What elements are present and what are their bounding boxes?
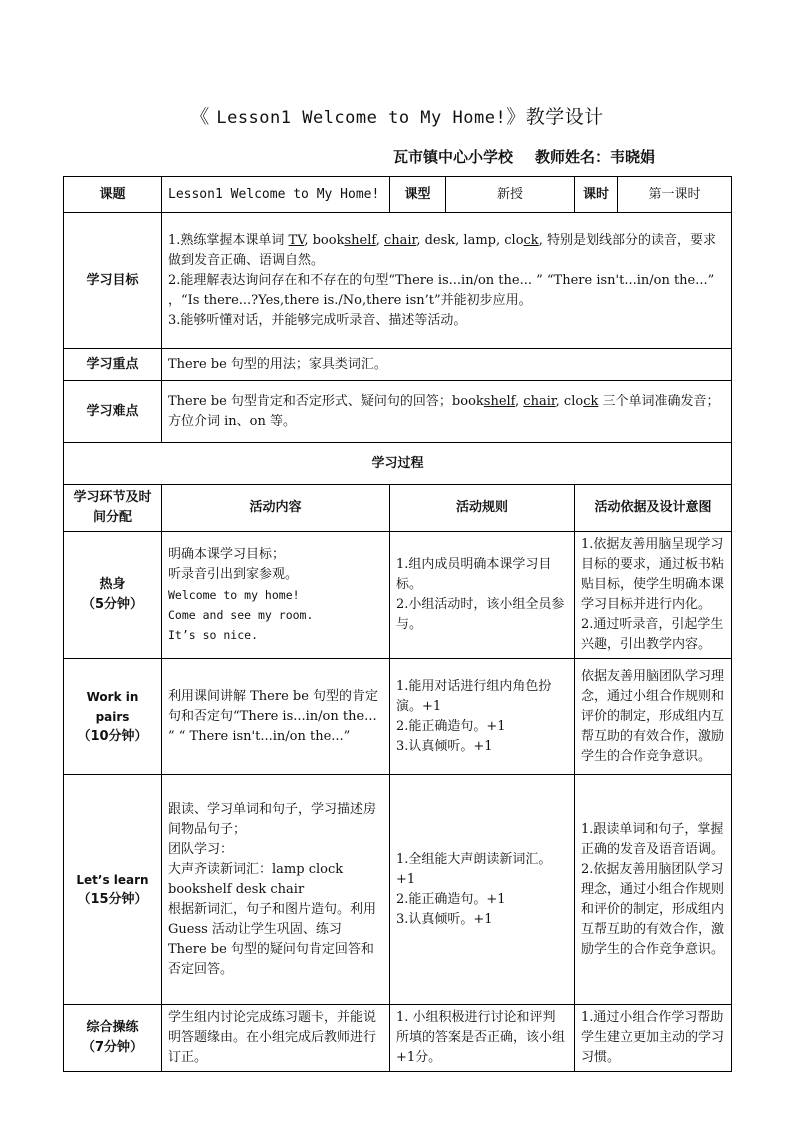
- rules-cell: 1. 小组积极进行讨论和评判所填的答案是否正确，该小组+1分。: [390, 1005, 575, 1072]
- process-row-pairs: [64, 659, 732, 775]
- process-row-learn: [64, 775, 732, 1005]
- col-stage: 学习环节及时间分配: [64, 485, 162, 532]
- stage-cell: Let’s learn （15分钟）: [64, 775, 162, 1005]
- process-title-row: [64, 443, 732, 485]
- activity-cell: 跟读、学习单词和句子，学习描述房间物品句子； 团队学习： 大声齐读新词汇：lamp clock bookshelf desk chair 根据新词汇，句子和图片造句。利用 Guess 活动让学生巩固、练习 There be 句型的疑问句肯定回答和否定回答。: [162, 775, 390, 1005]
- period-value: 第一课时: [618, 177, 732, 213]
- objectives-row: [64, 213, 732, 349]
- activity-cell: 学生组内讨论完成练习题卡，并能说明答题缘由。在小组完成后教师进行订正。: [162, 1005, 390, 1072]
- difficulties-label: 学习难点: [64, 381, 162, 443]
- col-basis: 活动依据及设计意图: [575, 485, 732, 532]
- key-points-text: There be 句型的用法；家具类词汇。: [162, 349, 732, 381]
- school-name: 瓦市镇中心小学校: [393, 148, 514, 166]
- teacher-name: 教师姓名：韦晓娟: [535, 148, 656, 166]
- lesson-plan-table: [63, 176, 732, 1072]
- col-activity: 活动内容: [162, 485, 390, 532]
- basis-cell: 依据友善用脑团队学习理念，通过小组合作规则和评价的制定，形成组内互帮互助的有效合作，激励学生的合作竞争意识。: [575, 659, 732, 775]
- rules-cell: 1.全组能大声朗读新词汇。+1 2.能正确造句。+1 3.认真倾听。+1: [390, 775, 575, 1005]
- process-row-warmup: [64, 532, 732, 659]
- process-title: 学习过程: [64, 443, 732, 485]
- topic-label: 课题: [64, 177, 162, 213]
- objectives-label: 学习目标: [64, 213, 162, 349]
- key-points-row: [64, 349, 732, 381]
- basis-cell: 1.跟读单词和句子，掌握正确的发音及语音语调。 2.依据友善用脑团队学习理念，通过小组合作规则和评价的制定，形成组内互帮互助的有效合作，激励学生的合作竞争意识。: [575, 775, 732, 1005]
- difficulties-row: [64, 381, 732, 443]
- type-value: 新授: [446, 177, 575, 213]
- basis-cell: 1.依据友善用脑呈现学习目标的要求，通过板书粘贴目标，使学生明确本课学习目标并进行内化。 2.通过听录音，引起学生兴趣，引出教学内容。: [575, 532, 732, 659]
- activity-cell: 利用课间讲解 There be 句型的肯定句和否定句“There is...in/on the... ” “ There isn't...in/on the...”: [162, 659, 390, 775]
- stage-cell: Work in pairs （10分钟）: [64, 659, 162, 775]
- stage-cell: 综合操练 （7分钟）: [64, 1005, 162, 1072]
- objective-3: 3.能够听懂对话，并能够完成听录音、描述等活动。: [168, 312, 467, 328]
- rules-cell: 1.能用对话进行组内角色扮演。+1 2.能正确造句。+1 3.认真倾听。+1: [390, 659, 575, 775]
- basis-cell: 1.通过小组合作学习帮助学生建立更加主动的学习习惯。: [575, 1005, 732, 1072]
- difficulties-text: There be 句型肯定和否定形式、疑问句的回答；bookshelf, chair, clock 三个单词准确发音；方位介词 in、on 等。: [162, 381, 732, 443]
- rules-cell: 1.组内成员明确本课学习目标。 2.小组活动时，该小组全员参与。: [390, 532, 575, 659]
- process-header-row: [64, 485, 732, 532]
- topic-value: Lesson1 Welcome to My Home!: [162, 177, 390, 213]
- col-rules: 活动规则: [390, 485, 575, 532]
- stage-cell: 热身 （5分钟）: [64, 532, 162, 659]
- objective-1: 1.熟练掌握本课单词 TV, bookshelf, chair, desk, lamp, clock, 特别是划线部分的读音，要求做到发音正确、语调自然。: [168, 232, 716, 268]
- process-row-practice: [64, 1005, 732, 1072]
- objectives-content: [162, 213, 732, 349]
- document-title: 《 Lesson1 Welcome to My Home!》教学设计: [190, 106, 604, 128]
- objective-2: 2.能理解表达询问存在和不存在的句型“There is...in/on the... ” “There isn't...in/on the...” ，“Is there...?Yes,there is./No,there isn’t”并能初步应用。: [168, 272, 715, 308]
- school-teacher-line: [393, 146, 677, 167]
- key-points-label: 学习重点: [64, 349, 162, 381]
- period-label: 课时: [575, 177, 618, 213]
- activity-cell: 明确本课学习目标； 听录音引出到家参观。 Welcome to my home! Come and see my room. It’s so nice.: [162, 532, 390, 659]
- header-row: [64, 177, 732, 213]
- type-label: 课型: [390, 177, 446, 213]
